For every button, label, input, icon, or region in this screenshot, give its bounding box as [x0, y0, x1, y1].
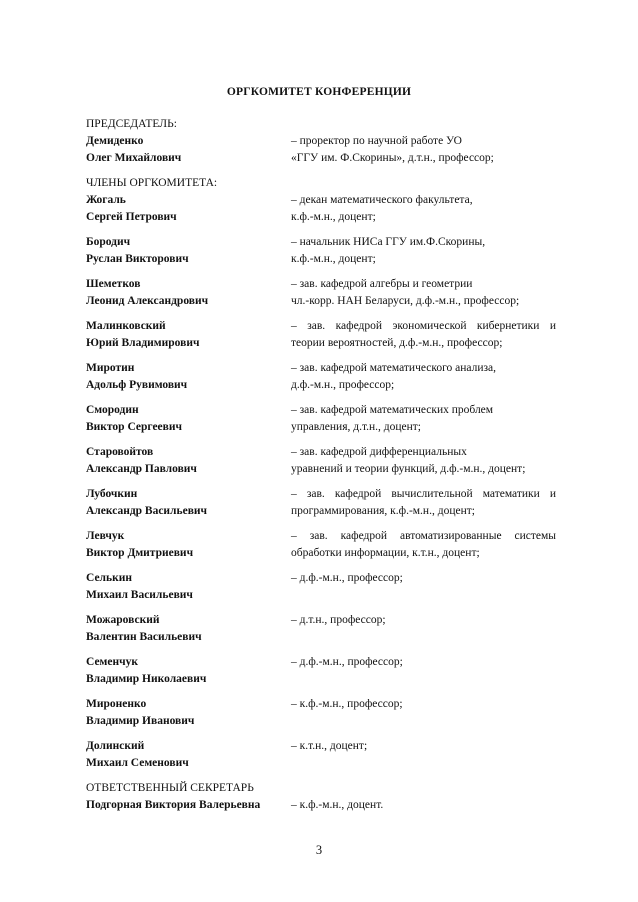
member-given-name: Владимир Николаевич — [86, 673, 207, 685]
member-entry — [86, 276, 556, 310]
member-given-name: Виктор Сергеевич — [86, 421, 182, 433]
member-entry — [86, 486, 556, 520]
member-description-line: – к.ф.-м.н., профессор; — [291, 698, 403, 710]
member-description — [291, 318, 556, 352]
member-description-line: д.ф.-м.н., профессор; — [291, 379, 395, 391]
member-description — [291, 234, 556, 268]
member-surname: Долинский — [86, 740, 145, 752]
member-name — [86, 444, 291, 478]
member-description-line: программирования, к.ф.-м.н., доцент; — [291, 505, 475, 517]
member-entry — [86, 318, 556, 352]
member-description-line: чл.-корр. НАН Беларуси, д.ф.-м.н., профессор; — [291, 295, 520, 307]
secretary-label: ОТВЕТСТВЕННЫЙ СЕКРЕТАРЬ — [86, 782, 254, 794]
member-description-line: – декан математического факультета, — [291, 194, 473, 206]
member-given-name: Адольф Рувимович — [86, 379, 188, 391]
member-entry — [86, 528, 556, 562]
member-surname: Мироненко — [86, 698, 147, 710]
member-given-name: Михаил Семенович — [86, 757, 189, 769]
member-surname: Можаровский — [86, 614, 160, 626]
member-entry — [86, 192, 556, 226]
member-description — [291, 402, 556, 436]
chairman-entry — [86, 133, 556, 167]
member-surname: Семенчук — [86, 656, 138, 668]
member-entry — [86, 654, 556, 688]
member-surname: Старовойтов — [86, 446, 154, 458]
member-given-name: Юрий Владимирович — [86, 337, 200, 349]
member-description-line: – к.т.н., доцент; — [291, 740, 368, 752]
member-description — [291, 696, 556, 730]
member-entry — [86, 738, 556, 772]
member-description — [291, 486, 556, 520]
member-description — [291, 133, 556, 167]
member-name — [86, 570, 291, 604]
member-given-name: Руслан Викторович — [86, 253, 189, 265]
member-name — [86, 486, 291, 520]
member-name — [86, 402, 291, 436]
member-surname: Бородич — [86, 236, 131, 248]
member-given-name: Владимир Иванович — [86, 715, 195, 727]
member-name — [86, 612, 291, 646]
member-entry — [86, 696, 556, 730]
members-label: ЧЛЕНЫ ОРГКОМИТЕТА: — [86, 177, 218, 189]
member-description-line: к.ф.-м.н., доцент; — [291, 253, 376, 265]
member-given-name: Сергей Петрович — [86, 211, 177, 223]
page-title: ОРГКОМИТЕТ КОНФЕРЕНЦИИ — [226, 86, 412, 98]
member-description-line: – д.ф.-м.н., профессор; — [291, 656, 403, 668]
member-entry — [86, 570, 556, 604]
member-description — [291, 444, 556, 478]
secretary-name: Подгорная Виктория Валерьевна — [86, 799, 261, 811]
member-description-line: – д.т.н., профессор; — [291, 614, 386, 626]
member-description-line: управления, д.т.н., доцент; — [291, 421, 422, 433]
member-name — [86, 318, 291, 352]
member-given-name: Валентин Васильевич — [86, 631, 202, 643]
member-surname: Миротин — [86, 362, 135, 374]
member-description-line: теории вероятностей, д.ф.-м.н., профессор; — [291, 337, 503, 349]
member-entry — [86, 444, 556, 478]
member-description-line: – начальник НИСа ГГУ им.Ф.Скорины, — [291, 236, 486, 248]
member-name — [86, 696, 291, 730]
secretary-description: – к.ф.-м.н., доцент. — [291, 799, 384, 811]
member-given-name: Виктор Дмитриевич — [86, 547, 194, 559]
member-description — [291, 276, 556, 310]
member-entry — [86, 360, 556, 394]
member-given-name: Александр Павлович — [86, 463, 197, 475]
chairman-label: ПРЕДСЕДАТЕЛЬ: — [86, 118, 177, 130]
member-name — [86, 528, 291, 562]
member-description-line: – зав. кафедрой математических проблем — [291, 404, 494, 416]
member-surname: Смородин — [86, 404, 139, 416]
member-surname: Шеметков — [86, 278, 141, 290]
member-surname: Левчук — [86, 530, 125, 542]
page-number: 3 — [315, 843, 323, 857]
member-description-line: уравнений и теории функций, д.ф.-м.н., доцент; — [291, 463, 526, 475]
member-name — [86, 234, 291, 268]
member-name — [86, 654, 291, 688]
member-description — [291, 528, 556, 562]
member-name — [86, 133, 291, 167]
member-surname: Демиденко — [86, 135, 144, 147]
member-given-name: Михаил Васильевич — [86, 589, 193, 601]
member-name — [86, 738, 291, 772]
member-entry — [86, 612, 556, 646]
member-description-line: – зав. кафедрой математического анализа, — [291, 362, 497, 374]
member-name — [86, 192, 291, 226]
member-name — [86, 276, 291, 310]
member-surname: Жогаль — [86, 194, 126, 206]
member-given-name: Леонид Александрович — [86, 295, 209, 307]
member-description — [291, 738, 556, 772]
member-description-line: – зав. кафедрой алгебры и геометрии — [291, 278, 473, 290]
member-description — [291, 612, 556, 646]
member-description-line: – проректор по научной работе УО — [291, 135, 462, 147]
member-given-name: Олег Михайлович — [86, 152, 182, 164]
member-description — [291, 654, 556, 688]
member-entry — [86, 234, 556, 268]
member-surname: Лубочкин — [86, 488, 138, 500]
member-description-line: «ГГУ им. Ф.Скорины», д.т.н., профессор; — [291, 152, 494, 164]
member-description-line: – зав. кафедрой экономической кибернетики и — [291, 320, 556, 332]
member-description-line: – зав. кафедрой дифференциальных — [291, 446, 467, 458]
member-description — [291, 360, 556, 394]
member-description-line: – д.ф.-м.н., профессор; — [291, 572, 403, 584]
member-description-line: к.ф.-м.н., доцент; — [291, 211, 376, 223]
member-surname: Малинковский — [86, 320, 166, 332]
secretary-entry — [86, 797, 556, 814]
member-given-name: Александр Васильевич — [86, 505, 208, 517]
member-entry — [86, 402, 556, 436]
member-surname: Селькин — [86, 572, 132, 584]
member-name — [86, 360, 291, 394]
member-description — [291, 192, 556, 226]
member-description-line: – зав. кафедрой вычислительной математики и — [291, 488, 556, 500]
member-description — [291, 570, 556, 604]
committee-list — [86, 116, 556, 814]
member-description-line: обработки информации, к.т.н., доцент; — [291, 547, 480, 559]
member-description-line: – зав. кафедрой автоматизированные системы — [291, 530, 556, 542]
